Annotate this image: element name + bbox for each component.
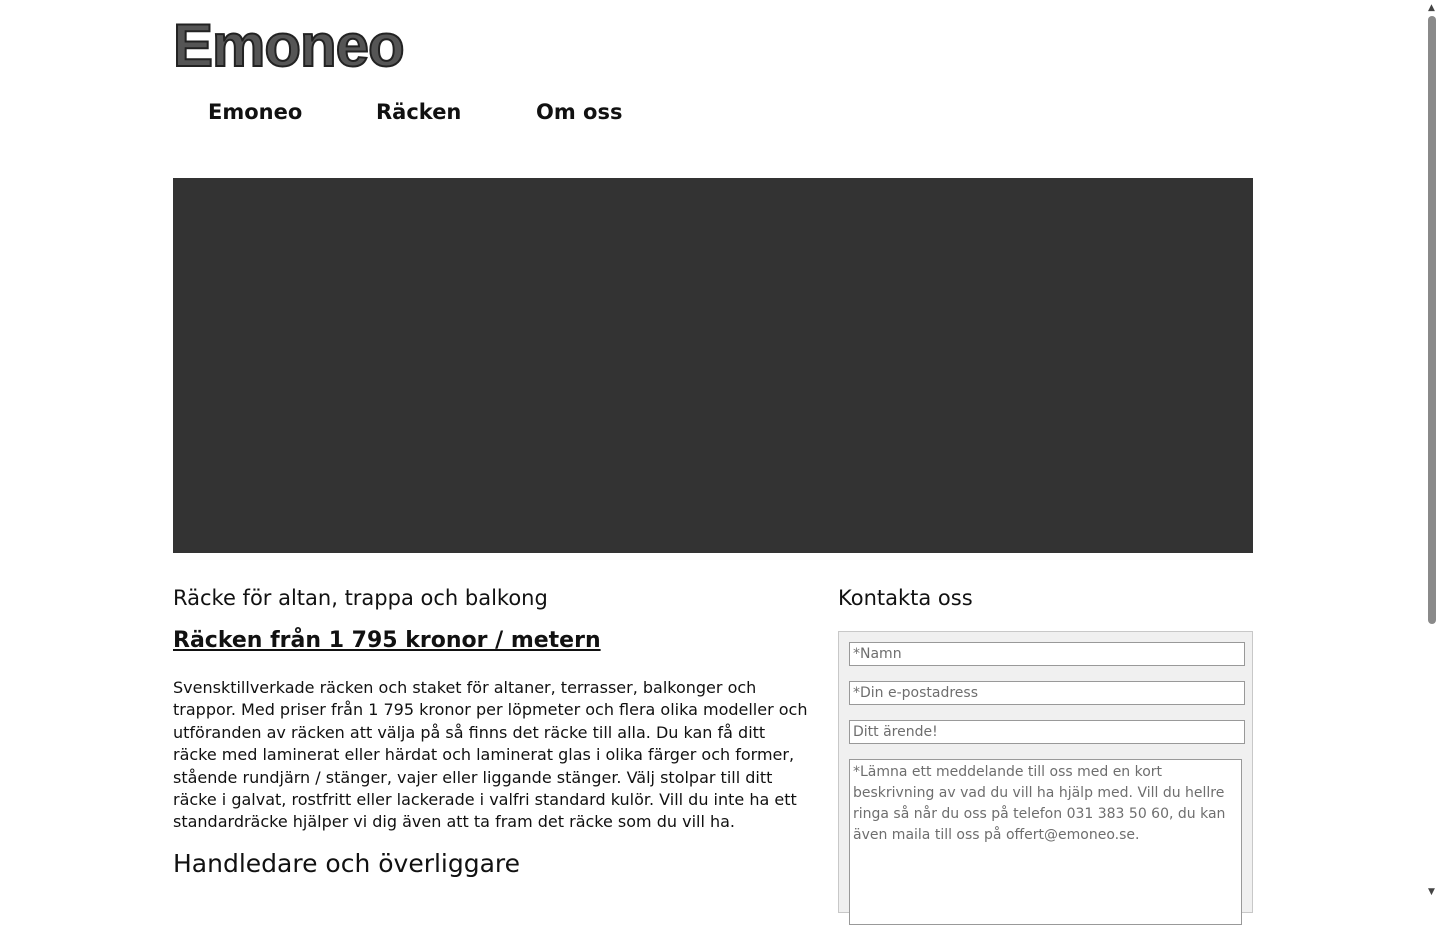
contact-sidebar bbox=[838, 583, 1253, 613]
site-logo[interactable]: Emoneo bbox=[173, 12, 404, 79]
main-heading: Räcke för altan, trappa och balkong bbox=[173, 586, 548, 610]
scroll-down-arrow-icon[interactable]: ▼ bbox=[1428, 887, 1435, 897]
nav-item-om-oss[interactable]: Om oss bbox=[536, 100, 623, 124]
nav-item-racken[interactable]: Räcken bbox=[376, 100, 462, 124]
hero-banner bbox=[173, 178, 1253, 553]
scroll-up-arrow-icon[interactable]: ▲ bbox=[1428, 3, 1435, 13]
scrollbar-thumb[interactable] bbox=[1428, 16, 1436, 624]
subject-input[interactable] bbox=[849, 720, 1245, 744]
contact-form bbox=[838, 631, 1253, 913]
section-heading-handledare: Handledare och överliggare bbox=[173, 849, 521, 878]
nav-item-emoneo[interactable]: Emoneo bbox=[208, 100, 303, 124]
contact-heading: Kontakta oss bbox=[838, 586, 973, 610]
main-content bbox=[173, 583, 813, 878]
price-link[interactable]: Räcken från 1 795 kronor / metern bbox=[173, 628, 601, 653]
vertical-scrollbar[interactable] bbox=[1425, 0, 1440, 900]
message-textarea[interactable] bbox=[849, 759, 1242, 925]
name-input[interactable] bbox=[849, 642, 1245, 666]
intro-paragraph: Svensktillverkade räcken och staket för altaner, terrasser, balkonger och trappor. Med priser från 1 795 kronor per löpmeter och flera olika modeller och utföranden av räcken att välja på så finns det räcke till alla. Du kan få ditt räcke med laminerat eller härdat och laminerat glas i olika färger och former, stående rundjärn / stänger, vajer eller liggande stänger. Välj stolpar till ditt räcke i galvat, rostfritt eller lackerade i valfri standard kulör. Vill du inte ha ett standardräcke hjälper vi dig även att ta fram det räcke som du vill ha. bbox=[173, 678, 808, 832]
email-input[interactable] bbox=[849, 681, 1245, 705]
